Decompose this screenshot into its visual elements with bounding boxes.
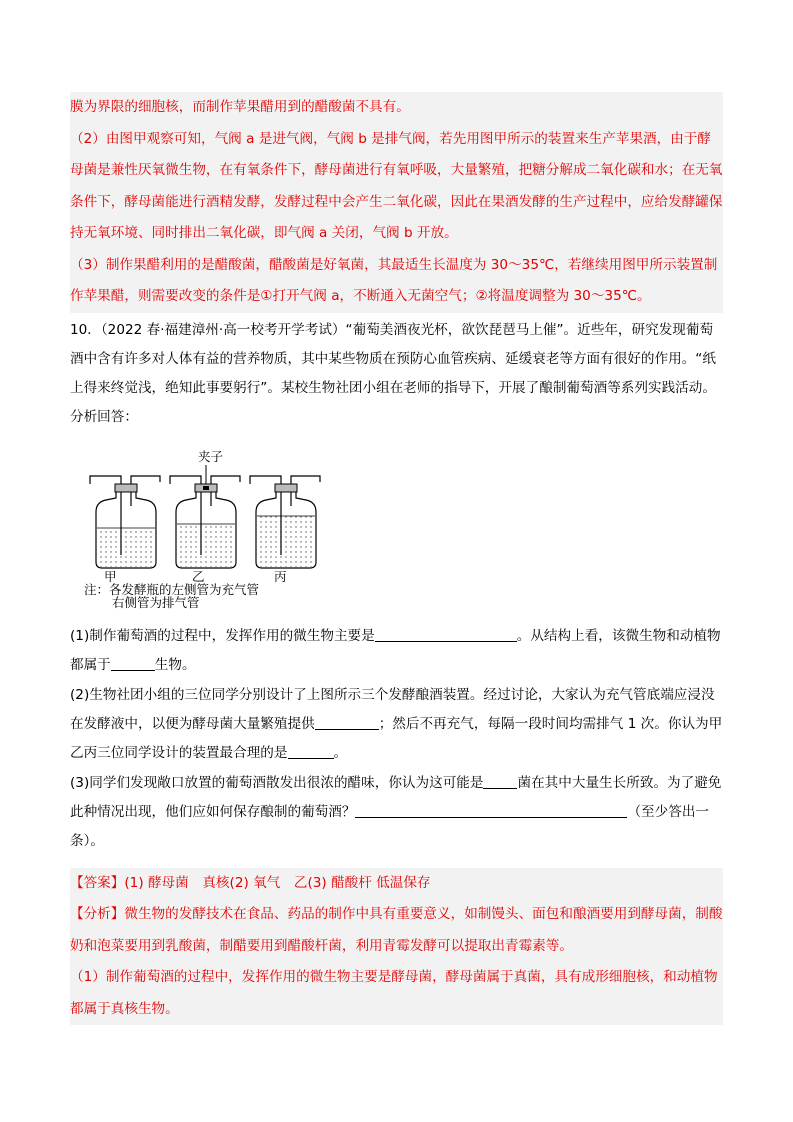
answer-blank [111,654,155,671]
figure-note-line2: 右侧管为排气管 [112,594,200,610]
analysis-text: 微生物的发酵技术在食品、药品的制作中具有重要意义，如制馒头、面包和酿酒要用到酵母菌，制酸奶和泡菜要用到乳酸菌，制醋要用到醋酸杆菌，利用青霉发酵可以提取出青霉素等。 [70,906,723,954]
answer-blank [483,772,517,789]
jar-bing [250,476,320,568]
previous-answer-block [70,92,723,313]
jar-label-jia: 甲 [104,568,117,584]
answer-blank [288,742,334,759]
analysis-tag: 【分析】 [70,906,125,922]
page [70,92,723,1025]
jar-label-bing: 丙 [274,568,287,584]
jar-label-yi: 乙 [192,568,205,584]
analysis-para [70,899,723,962]
answer-text: (1) 酵母菌 真核(2) 氧气 乙(3) 醋酸杆 低温保存 [124,874,431,891]
figure-note-line1: 注：各发酵瓶的左侧管为充气管 [84,581,260,597]
jar-jia [90,476,160,568]
prev-answer-line1: 膜为界限的细胞核，而制作苹果醋用到的醋酸菌不具有。 [70,99,410,115]
answer-blank [375,625,517,642]
answer-blank [355,801,627,818]
answer-line [70,868,723,900]
answer-tag: 【答案】 [70,874,125,891]
prev-answer-para3: （3）制作果醋利用的是醋酸菌，醋酸菌是好氧菌，其最适生长温度为 30～35℃，若继续用图甲所示装置制作苹果醋，则需要改变的条件是①打开气阀 a，不断通入无菌空气；②将温度调整为 30～35℃。 [70,256,718,304]
sub-question-2: (2)生物社团小组的三位同学分别设计了上图所示三个发酵酿酒装置。经过讨论，大家认为充气管底端应浸没在发酵液中，以便为酵母菌大量繁殖提供 ；然后不再充气，每隔一段时间均需排气 1 次。你认为甲乙丙三位同学设计的装置最合理的是 。 [70,686,723,761]
jar-yi [170,476,240,568]
sub-question-1: (1)制作葡萄酒的过程中，发挥作用的微生物主要是 。从结构上看，该微生物和动植物都属于 生物。 [70,622,723,680]
sub-question-3: (3)同学们发现敞口放置的葡萄酒散发出很浓的醋味，你认为这可能是 菌在其中大量生长所致。为了避免此种情况出现，他们应如何保存酿制的葡萄酒？ （至少答出一条）。 [70,769,723,856]
fermentation-apparatus-figure [84,448,344,610]
fermentation-jars-drawing [84,450,344,600]
question-10 [70,316,723,856]
question-stem: 10．（2022 春·福建漳州·高一校考开学考试）“葡萄美酒夜光杯，欲饮琵琶马上催”。近些年，研究发现葡萄酒中含有许多对人体有益的营养物质，其中某些物质在预防心血管疾病、延缓衰老等方面有很好的作用。“纸上得来终觉浅，绝知此事要躬行”。某校生物社团小组在老师的指导下，开展了酿制葡萄酒等系列实践活动。分析回答： [70,321,716,425]
answer-blank [315,713,379,730]
clip-label: 夹子 [198,448,224,464]
analysis-sub1: （1）制作葡萄酒的过程中，发挥作用的微生物主要是酵母菌，酵母菌属于真菌，具有成形细胞核，和动植物都属于真核生物。 [70,969,718,1017]
answer-block [70,868,723,1026]
prev-answer-para2: （2）由图甲观察可知，气阀 a 是进气阀，气阀 b 是排气阀，若先用图甲所示的装置来生产苹果酒，由于酵母菌是兼性厌氧微生物，在有氧条件下，酵母菌进行有氧呼吸，大量繁殖，把糖分解成二氧化碳和水；在无氧条件下，酵母菌能进行酒精发酵，发酵过程中会产生二氧化碳，因此在果酒发酵的生产过程中，应给发酵罐保持无氧环境、同时排出二氧化碳，即气阀 a 关闭，气阀 b 开放。 [70,130,723,241]
